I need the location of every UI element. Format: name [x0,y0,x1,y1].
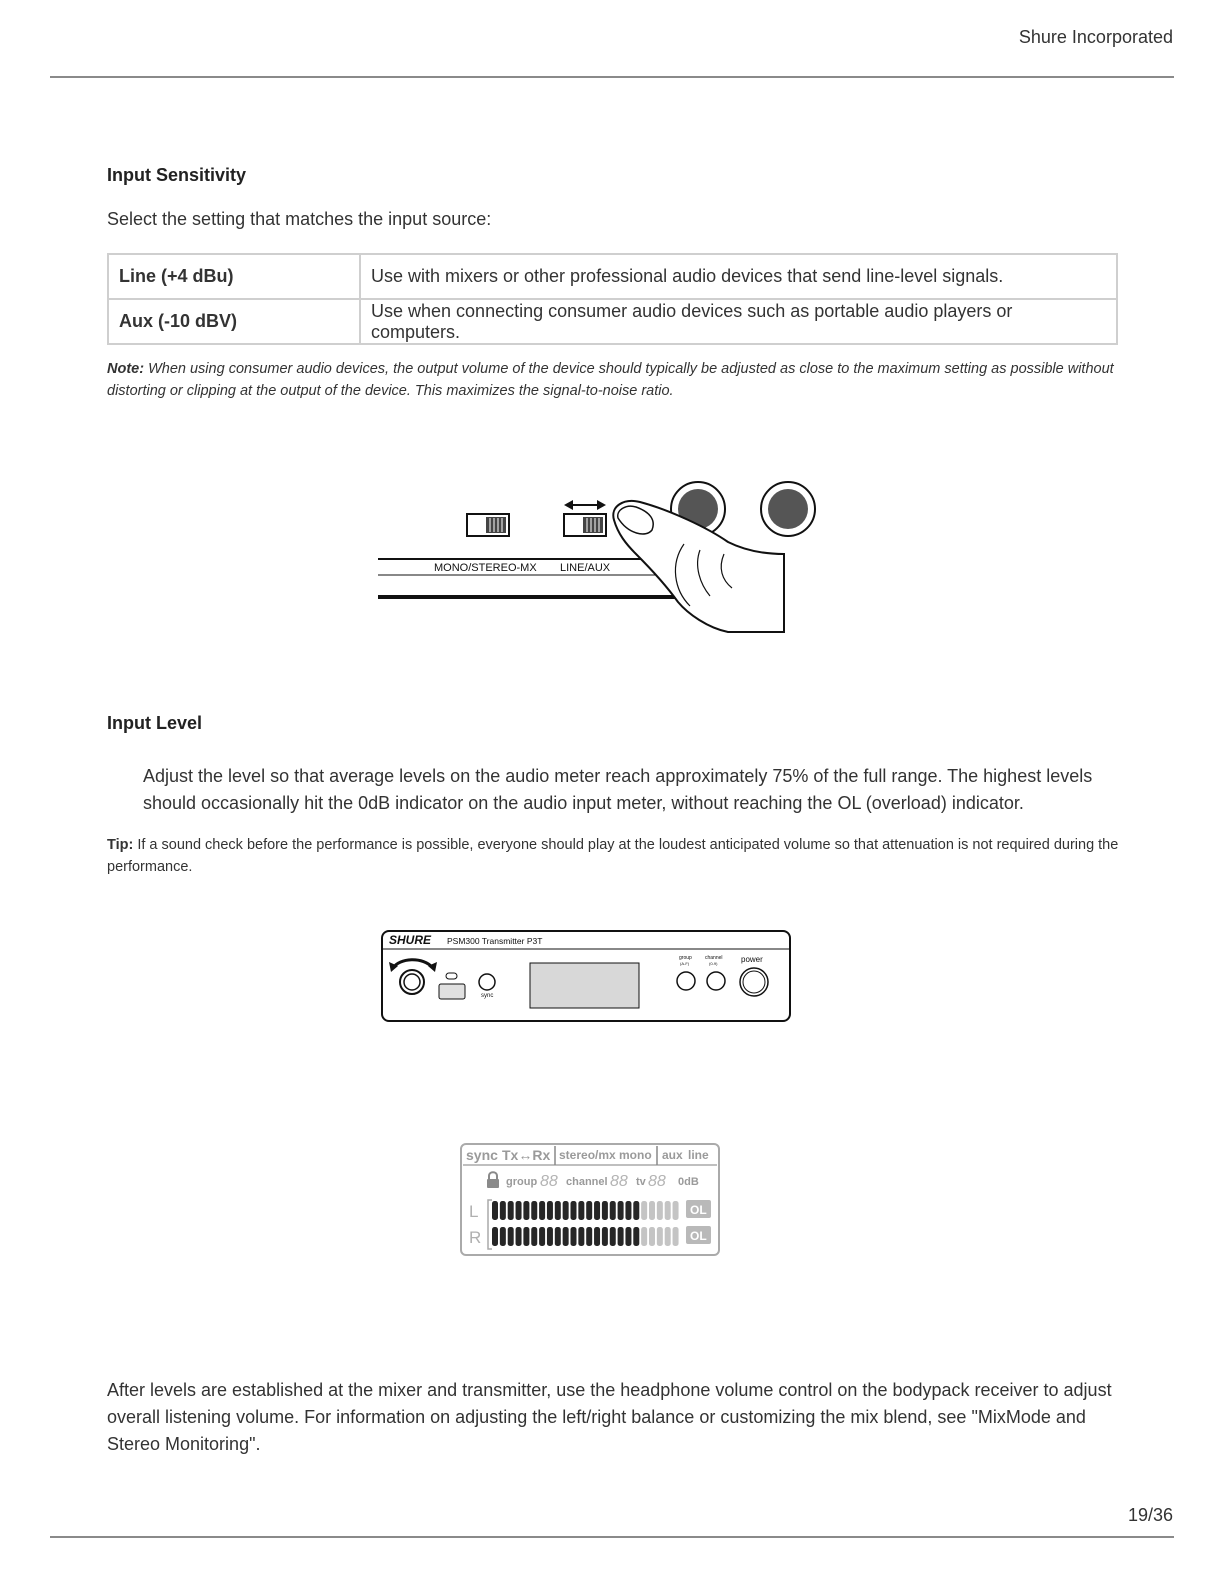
meter-segment [602,1201,608,1220]
meter-segment [594,1227,600,1246]
note-paragraph [107,358,1122,402]
meter-segment [571,1227,577,1246]
sensitivity-table [107,253,1118,345]
meter-segment [594,1201,600,1220]
txrx-indicator: Tx↔Rx [502,1147,551,1163]
description-cell: Use with mixers or other professional audio devices that send line-level signals. [360,254,1117,299]
meter-segment [578,1201,584,1220]
channel-label: channel [705,955,723,961]
led-indicator [446,973,457,979]
meter-segment [539,1201,545,1220]
jack-icon [761,482,815,536]
closing-paragraph: After levels are established at the mixer and transmitter, use the headphone volume control on the bodypack receiver to adjust overall listening volume. For information on adjusting the left/right balance or customizing the mix blend, see "MixMode and Stereo Monitoring". [107,1380,1112,1454]
meter-segment [523,1227,529,1246]
zero-db-label: 0dB [678,1176,699,1188]
meter-segment [633,1201,639,1220]
power-button-ring [743,971,765,993]
group-button[interactable] [677,972,695,990]
model-label: PSM300 Transmitter P3T [447,936,543,946]
meter-segment [602,1227,608,1246]
meter-segment [657,1227,663,1246]
meter-segment [547,1227,553,1246]
meter-segment [586,1201,592,1220]
group-range-label: (A-F) [680,961,690,966]
page-number: 19/36 [1127,1505,1173,1525]
line-aux-label: LINE/AUX [560,562,611,574]
table-row [108,299,1117,344]
aux-indicator: aux [662,1148,683,1162]
meter-segment [618,1201,624,1220]
meter-segment [657,1201,663,1220]
tip-text: If a sound check before the performance is possible, everyone should play at the loudest anticipated volume so that attenuation is not required during the performance. [107,837,1119,875]
header-divider [50,76,1174,78]
tip-paragraph [107,834,1122,878]
mono-stereo-switch [467,514,509,536]
transmitter-front-panel [381,930,793,1024]
group-label: group [679,955,692,961]
meter-segment [665,1227,671,1246]
setting-cell: Aux (-10 dBV) [108,299,360,344]
overload-label: OL [690,1229,707,1243]
company-name: Shure Incorporated [1018,27,1173,47]
meter-segment [625,1227,631,1246]
group-digits: 88 [540,1173,558,1190]
sync-label: sync [481,993,494,999]
level-instruction: Adjust the level so that average levels on the audio meter reach approximately 75% of the full range. The highest levels should occasionally hit the 0dB indicator on the audio input meter, without reaching the OL (overload) indicator. [143,766,1093,813]
tip-label: Tip: [107,837,134,853]
meter-segment [563,1227,569,1246]
stereo-mx-indicator: stereo/mx [559,1148,616,1162]
meter-segment [633,1227,639,1246]
meter-segment [673,1201,679,1220]
meter-segment [500,1201,506,1220]
left-channel-label: L [469,1202,479,1221]
sync-button[interactable] [479,974,495,990]
footer-divider [50,1536,1174,1538]
double-arrow-icon [564,500,606,510]
lcd-display [530,963,639,1008]
meter-segment [641,1201,647,1220]
meter-segment [665,1201,671,1220]
meter-segment [571,1201,577,1220]
sync-indicator: sync [466,1147,498,1163]
meter-segment [641,1227,647,1246]
channel-digits: 88 [610,1173,628,1190]
meter-segment [492,1201,498,1220]
heading-input-level: Input Level [107,713,203,733]
audio-input-button[interactable] [439,984,465,999]
description-cell: Use when connecting consumer audio devices such as portable audio players or computers. [360,299,1117,344]
meter-segment [563,1201,569,1220]
meter-segment [516,1227,522,1246]
heading-input-sensitivity: Input Sensitivity [107,165,247,185]
meter-segment [625,1201,631,1220]
right-channel-label: R [469,1228,482,1247]
overload-indicator-right [686,1226,711,1244]
meter-segment [618,1227,624,1246]
line-aux-switch [564,514,606,536]
meter-segment [649,1201,655,1220]
meter-segment [492,1227,498,1246]
meter-segment [500,1227,506,1246]
setting-cell: Line (+4 dBu) [108,254,360,299]
mono-stereo-label: MONO/STEREO-MX [434,562,537,574]
meter-segment [586,1227,592,1246]
meter-segment [649,1227,655,1246]
sensitivity-intro: Select the setting that matches the input source: [107,209,492,229]
overload-label: OL [690,1203,707,1217]
meter-segment [516,1201,522,1220]
channel-label: channel [566,1176,608,1188]
meter-segment [610,1227,616,1246]
power-label: power [741,955,763,964]
meter-segment [523,1201,529,1220]
meter-segment [508,1227,514,1246]
meter-segment [547,1201,553,1220]
meter-segment [539,1227,545,1246]
line-indicator: line [688,1148,709,1162]
tv-label: tv [636,1176,646,1188]
mono-indicator: mono [619,1148,652,1162]
meter-segment [531,1227,537,1246]
note-label: Note: [107,361,145,377]
channel-button[interactable] [707,972,725,990]
tv-digits: 88 [648,1173,666,1190]
overload-indicator-left [686,1200,711,1218]
meter-segment [531,1201,537,1220]
lcd-meter-display [460,1143,722,1259]
group-label: group [506,1176,538,1188]
meter-segment [673,1227,679,1246]
meter-segment [610,1201,616,1220]
meter-segment [508,1201,514,1220]
meter-segment [555,1201,561,1220]
meter-segment [555,1227,561,1246]
note-text: When using consumer audio devices, the output volume of the device should typically be adjusted as close to the maximum setting as possible without distorting or clipping at the output of the device. This maximizes the signal-to-noise ratio. [107,361,1114,399]
shure-logo: SHURE [389,933,432,947]
meter-segment [578,1227,584,1246]
channel-range-label: (0-9) [709,961,718,966]
switch-illustration [378,480,788,640]
table-row [108,254,1117,299]
